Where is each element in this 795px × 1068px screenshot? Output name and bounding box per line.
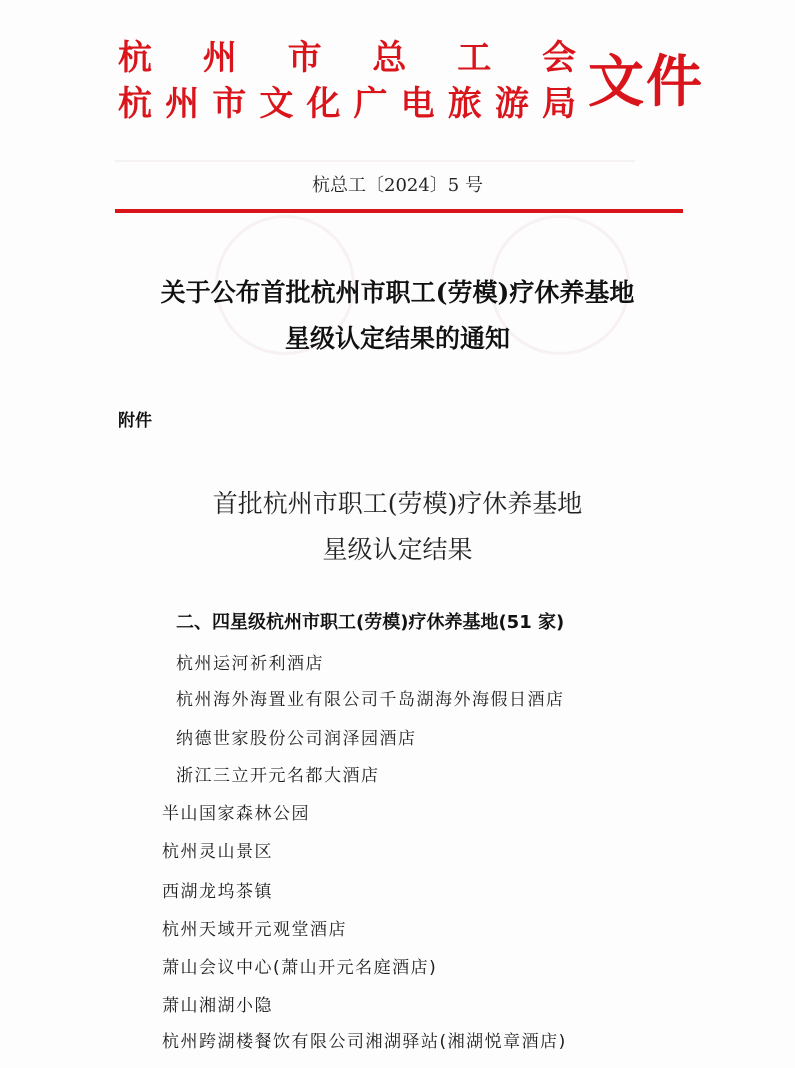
issuer-char: 电: [400, 84, 435, 124]
issuer-char: 游: [494, 84, 529, 124]
issuer-char: 市: [287, 38, 322, 78]
red-header-rule: [115, 209, 683, 213]
issuer-char: 局: [541, 84, 576, 124]
list-item: 萧山会议中心(萧山开元名庭酒店): [162, 958, 438, 978]
list-item: 杭州运河祈利酒店: [176, 654, 324, 674]
faint-divider: [115, 160, 635, 162]
issuer-char: 州: [165, 84, 200, 124]
issuer-char: 会: [541, 38, 576, 78]
issuer-char: 化: [306, 84, 341, 124]
document-number: 杭总工〔2024〕5 号: [312, 175, 483, 196]
issuer-line-1: [118, 38, 576, 78]
attachment-title-line-2: 星级认定结果: [322, 535, 473, 564]
issuer-char: 杭: [118, 38, 152, 78]
list-item: 杭州天域开元观堂酒店: [162, 920, 347, 940]
attachment-label: 附件: [118, 411, 152, 431]
issuer-char: 市: [212, 84, 247, 124]
issuer-char: 杭: [118, 84, 152, 124]
issuer-char: 广: [353, 84, 388, 124]
issuer-char: 总: [372, 38, 407, 78]
list-item: 半山国家森林公园: [162, 804, 310, 824]
issuer-char: 工: [457, 38, 492, 78]
document-type-label: 文件: [588, 49, 704, 115]
issuer-char: 州: [202, 38, 237, 78]
list-item: 杭州灵山景区: [162, 842, 273, 862]
issuer-char: 文: [259, 84, 294, 124]
notice-title-line-1: 关于公布首批杭州市职工(劳模)疗休养基地: [160, 278, 635, 307]
list-item: 杭州海外海置业有限公司千岛湖海外海假日酒店: [176, 690, 565, 710]
list-item: 浙江三立开元名都大酒店: [176, 766, 380, 786]
issuer-line-2: [118, 84, 576, 124]
notice-title-line-2: 星级认定结果的通知: [284, 324, 510, 353]
attachment-title-line-1: 首批杭州市职工(劳模)疗休养基地: [212, 489, 583, 518]
section-heading: 二、四星级杭州市职工(劳模)疗休养基地(51 家): [176, 612, 565, 633]
list-item: 萧山湘湖小隐: [162, 996, 273, 1016]
list-item: 杭州跨湖楼餐饮有限公司湘湖驿站(湘湖悦章酒店): [162, 1032, 567, 1052]
issuer-char: 旅: [447, 84, 482, 124]
list-item: 西湖龙坞茶镇: [162, 882, 273, 902]
list-item: 纳德世家股份公司润泽园酒店: [176, 729, 417, 749]
